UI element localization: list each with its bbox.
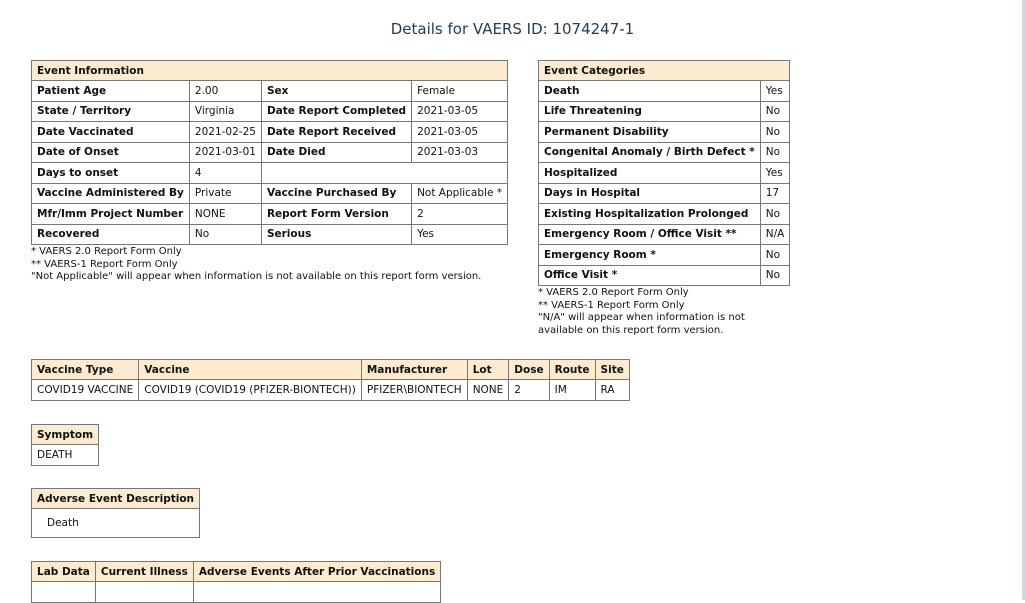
category-label: Death (539, 81, 761, 102)
adverse-event-value: Death (32, 509, 200, 538)
category-value: No (760, 265, 790, 286)
event-categories-notes (538, 287, 745, 337)
footnote: ** VAERS-1 Report Form Only (538, 299, 685, 311)
vaccine-table (31, 359, 630, 401)
table-cell: IM (549, 380, 595, 401)
table-row (539, 183, 790, 204)
event-information-header: Event Information (32, 61, 508, 81)
field-value: 4 (189, 163, 261, 184)
symptom-value: DEATH (32, 445, 99, 466)
table-row (539, 101, 790, 122)
field-value: Female (412, 81, 508, 102)
field-label: Date Report Received (261, 122, 411, 143)
category-label: Life Threatening (539, 101, 761, 122)
table-row (32, 163, 508, 184)
category-value: Yes (760, 163, 790, 184)
table-cell: NONE (467, 380, 509, 401)
table-cell: COVID19 (COVID19 (PFIZER-BIONTECH)) (139, 380, 362, 401)
table-cell (193, 582, 440, 603)
field-label: Date Vaccinated (32, 122, 190, 143)
table-row (32, 122, 508, 143)
category-value: No (760, 245, 790, 266)
table-row (32, 101, 508, 122)
column-header: Lot (467, 360, 509, 380)
footnote: available on this report form version. (538, 324, 724, 336)
field-value: Virginia (189, 101, 261, 122)
category-label: Hospitalized (539, 163, 761, 184)
field-value: Yes (412, 224, 508, 245)
field-value: Private (189, 183, 261, 204)
table-row (539, 163, 790, 184)
field-label: Date Report Completed (261, 101, 411, 122)
symptom-table (31, 424, 99, 466)
table-row (32, 445, 99, 466)
empty-cell (261, 163, 507, 184)
table-header-row (32, 360, 630, 380)
field-label: Vaccine Administered By (32, 183, 190, 204)
column-header: Vaccine Type (32, 360, 139, 380)
column-header: Vaccine (139, 360, 362, 380)
field-label: Mfr/Imm Project Number (32, 204, 190, 225)
table-row (539, 204, 790, 225)
field-value: No (189, 224, 261, 245)
category-label: Emergency Room / Office Visit ** (539, 224, 761, 245)
table-row (539, 81, 790, 102)
table-row (32, 509, 200, 538)
column-header: Site (595, 360, 629, 380)
table-row (539, 224, 790, 245)
column-header: Dose (509, 360, 549, 380)
field-label: Sex (261, 81, 411, 102)
category-label: Days in Hospital (539, 183, 761, 204)
category-value: No (760, 101, 790, 122)
category-value: No (760, 142, 790, 163)
field-label: Vaccine Purchased By (261, 183, 411, 204)
field-label: Date Died (261, 142, 411, 163)
table-cell (32, 582, 96, 603)
category-value: No (760, 122, 790, 143)
table-row (32, 224, 508, 245)
field-value: Not Applicable * (412, 183, 508, 204)
field-label: Patient Age (32, 81, 190, 102)
table-row (32, 81, 508, 102)
table-row (32, 380, 630, 401)
table-cell: COVID19 VACCINE (32, 380, 139, 401)
field-value: 2021-03-03 (412, 142, 508, 163)
column-header: Manufacturer (361, 360, 467, 380)
event-information-table (31, 60, 508, 245)
table-cell: 2 (509, 380, 549, 401)
table-row (32, 183, 508, 204)
field-label: Recovered (32, 224, 190, 245)
field-value: 2021-03-01 (189, 142, 261, 163)
lab-data-table (31, 561, 441, 603)
table-row (32, 204, 508, 225)
category-label: Permanent Disability (539, 122, 761, 143)
footnote: ** VAERS-1 Report Form Only (31, 258, 178, 270)
field-value: 2 (412, 204, 508, 225)
category-value: N/A (760, 224, 790, 245)
table-cell (95, 582, 193, 603)
table-cell: PFIZER\BIONTECH (361, 380, 467, 401)
category-value: Yes (760, 81, 790, 102)
table-row (32, 142, 508, 163)
footnote: * VAERS 2.0 Report Form Only (538, 287, 689, 298)
footnote: "Not Applicable" will appear when information is not available on this report form version. (31, 271, 482, 282)
field-label: State / Territory (32, 101, 190, 122)
adverse-event-header: Adverse Event Description (32, 489, 200, 509)
event-categories-table (538, 60, 790, 286)
category-label: Congenital Anomaly / Birth Defect * (539, 142, 761, 163)
table-row (539, 142, 790, 163)
field-value: 2.00 (189, 81, 261, 102)
field-label: Report Form Version (261, 204, 411, 225)
field-value: 2021-02-25 (189, 122, 261, 143)
adverse-event-table (31, 488, 200, 538)
footnote: "N/A" will appear when information is not (538, 312, 745, 323)
field-value: 2021-03-05 (412, 122, 508, 143)
category-value: No (760, 204, 790, 225)
page-title: Details for VAERS ID: 1074247-1 (390, 20, 635, 38)
field-label: Date of Onset (32, 142, 190, 163)
field-label: Serious (261, 224, 411, 245)
table-cell: RA (595, 380, 629, 401)
field-label: Days to onset (32, 163, 190, 184)
field-value: NONE (189, 204, 261, 225)
footnote: * VAERS 2.0 Report Form Only (31, 246, 182, 257)
category-label: Office Visit * (539, 265, 761, 286)
field-value: 2021-03-05 (412, 101, 508, 122)
event-categories-header: Event Categories (539, 61, 790, 81)
event-information-notes (31, 246, 481, 284)
column-header: Adverse Events After Prior Vaccinations (193, 562, 440, 582)
table-row (539, 245, 790, 266)
category-label: Emergency Room * (539, 245, 761, 266)
table-header-row (32, 562, 441, 582)
column-header: Route (549, 360, 595, 380)
table-row (539, 265, 790, 286)
symptom-header: Symptom (32, 425, 99, 445)
category-value: 17 (760, 183, 790, 204)
column-header: Lab Data (32, 562, 96, 582)
column-header: Current Illness (95, 562, 193, 582)
category-label: Existing Hospitalization Prolonged (539, 204, 761, 225)
table-row (32, 582, 441, 603)
table-row (539, 122, 790, 143)
